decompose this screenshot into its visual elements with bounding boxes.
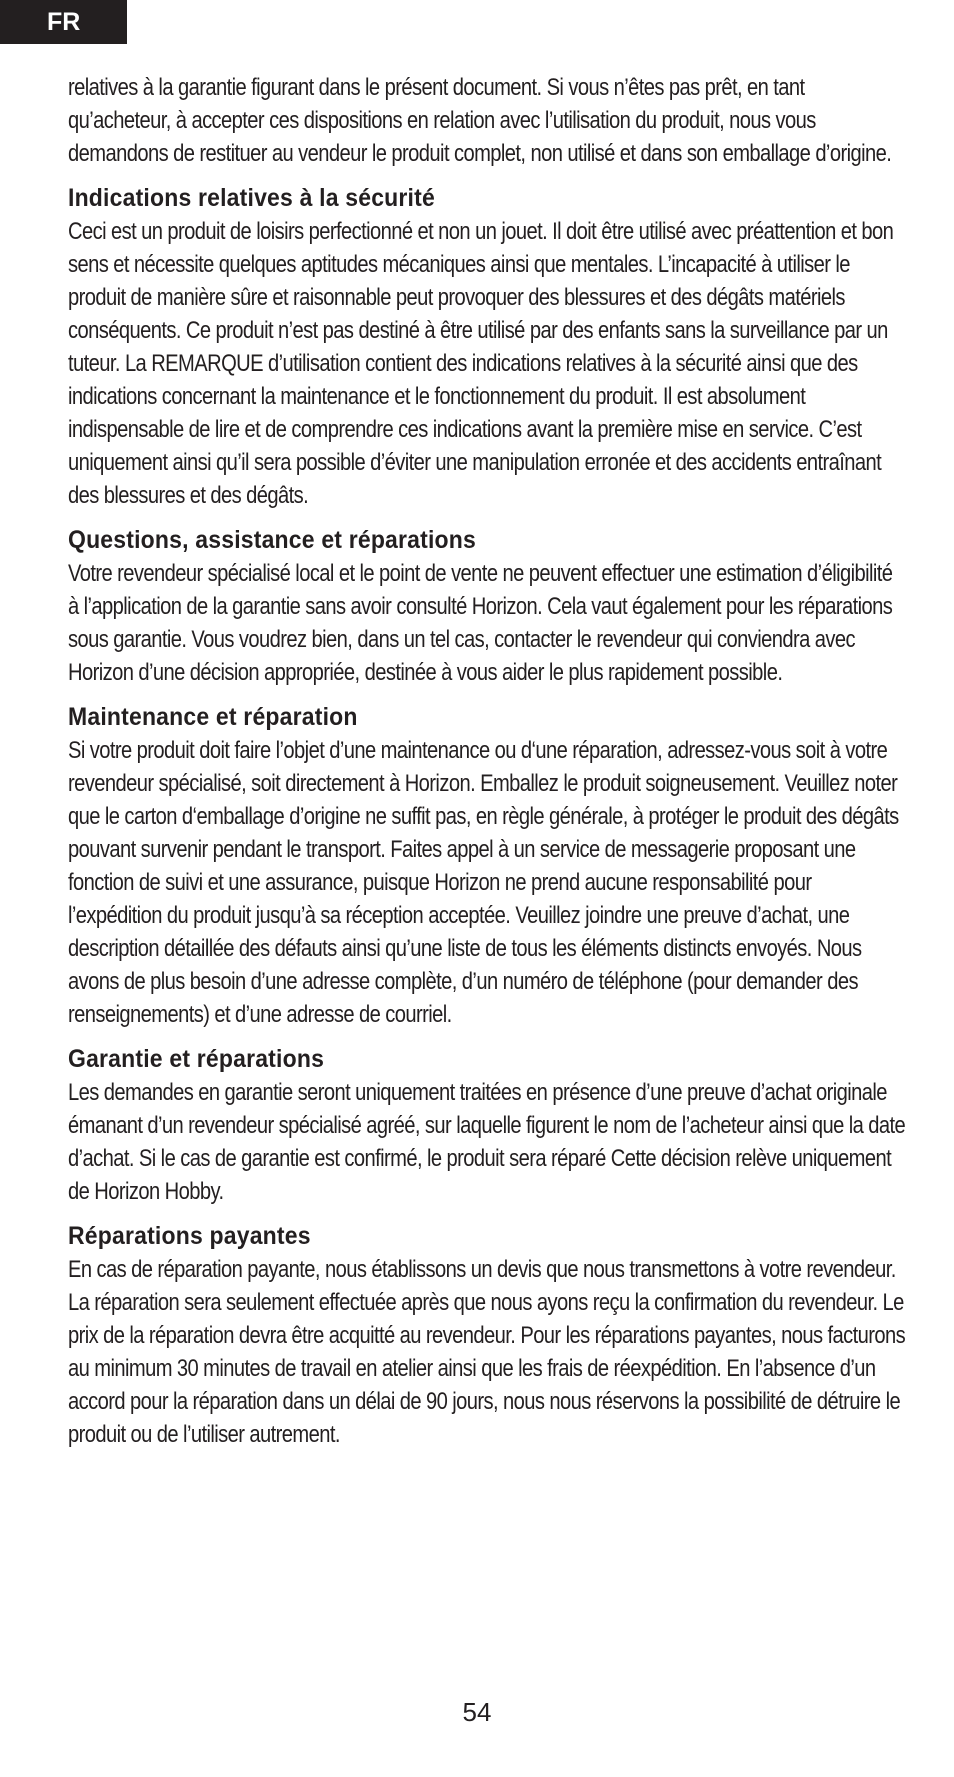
section-title: Maintenance et réparation [68, 703, 358, 731]
page-number: 54 [462, 1697, 492, 1727]
section-body: Les demandes en garantie seront uniquement traitées en présence d’une preuve d’achat originale émanant d’un revendeur spécialisé agréé, sur laquelle figurent le nom de l’acheteur ainsi que la date d’achat. Si le cas de garantie est confirmé, le produit sera réparé Cette décision relève uniquement de Horizon Hobby. [68, 1079, 906, 1205]
intro-paragraph: relatives à la garantie figurant dans le présent document. Si vous n’êtes pas prêt, en tant qu’acheteur, à accepter ces dispositions en relation avec l’utilisation du produit, nous vous demandons de restituer au vendeur le produit complet, non utilisé et dans son emballage d’origine. [68, 74, 892, 167]
section-body: Ceci est un produit de loisirs perfectionné et non un jouet. Il doit être utilisé avec préattention et bon sens et nécessite quelques aptitudes mécaniques ainsi que mentales. L’incapacité à utiliser le produit de manière sûre et raisonnable peut provoquer des blessures et des dégâts matériels conséquents. Ce produit n’est pas destiné à être utilisé par des enfants sans la surveillance par un tuteur. La REMARQUE d’utilisation contient des indications relatives à la sécurité ainsi que des indications concernant la maintenance et le fonctionnement du produit. Il est absolument indispensable de lire et de comprendre ces indications avant la première mise en service. C’est uniquement ainsi qu’il sera possible d’éviter une manipulation erronée et des accidents entraînant des blessures et des dégâts. [68, 218, 894, 509]
section-title: Garantie et réparations [68, 1045, 325, 1073]
section-body: En cas de réparation payante, nous établissons un devis que nous transmettons à votre revendeur. La réparation sera seulement effectuée après que nous ayons reçu la confirmation du revendeur. Le prix de la réparation devra être acquitté au revendeur. Pour les réparations payantes, nous facturons au minimum 30 minutes de travail en atelier ainsi que les frais de réexpédition. En l’absence d’un accord pour la réparation dans un délai de 90 jours, nous nous réservons la possibilité de détruire le produit ou de l’utiliser autrement. [68, 1256, 906, 1448]
section-questions-assistance [68, 524, 908, 689]
section-paid-repairs [68, 1220, 908, 1451]
section-title: Indications relatives à la sécurité [68, 184, 435, 212]
language-tab: FR [0, 0, 127, 44]
section-title: Réparations payantes [68, 1222, 311, 1250]
document-body [68, 71, 908, 1463]
section-maintenance [68, 701, 908, 1031]
section-warranty-repairs [68, 1043, 908, 1208]
section-body: Votre revendeur spécialisé local et le point de vente ne peuvent effectuer une estimation d’éligibilité à l’application de la garantie sans avoir consulté Horizon. Cela vaut également pour les réparations sous garantie. Vous voudrez bien, dans un tel cas, contacter le revendeur qui conviendra avec Horizon d’une décision appropriée, destinée à vous aider le plus rapidement possible. [68, 560, 893, 686]
section-title: Questions, assistance et réparations [68, 526, 477, 554]
section-safety [68, 182, 908, 512]
section-body: Si votre produit doit faire l’objet d’une maintenance ou d‘une réparation, adressez-vous soit à votre revendeur spécialisé, soit directement à Horizon. Emballez le produit soigneusement. Veuillez noter que le carton d‘emballage d’origine ne suffit pas, en règle générale, à protéger le produit des dégâts pouvant survenir pendant le transport. Faites appel à un service de messagerie proposant une fonction de suivi et une assurance, puisque Horizon ne prend aucune responsabilité pour l’expédition du produit jusqu’à sa réception acceptée. Veuillez joindre une preuve d’achat, une description détaillée des défauts ainsi qu’une liste de tous les éléments distincts envoyés. Nous avons de plus besoin d’une adresse complète, d’un numéro de téléphone (pour demander des renseignements) et d’une adresse de courriel. [68, 737, 899, 1028]
